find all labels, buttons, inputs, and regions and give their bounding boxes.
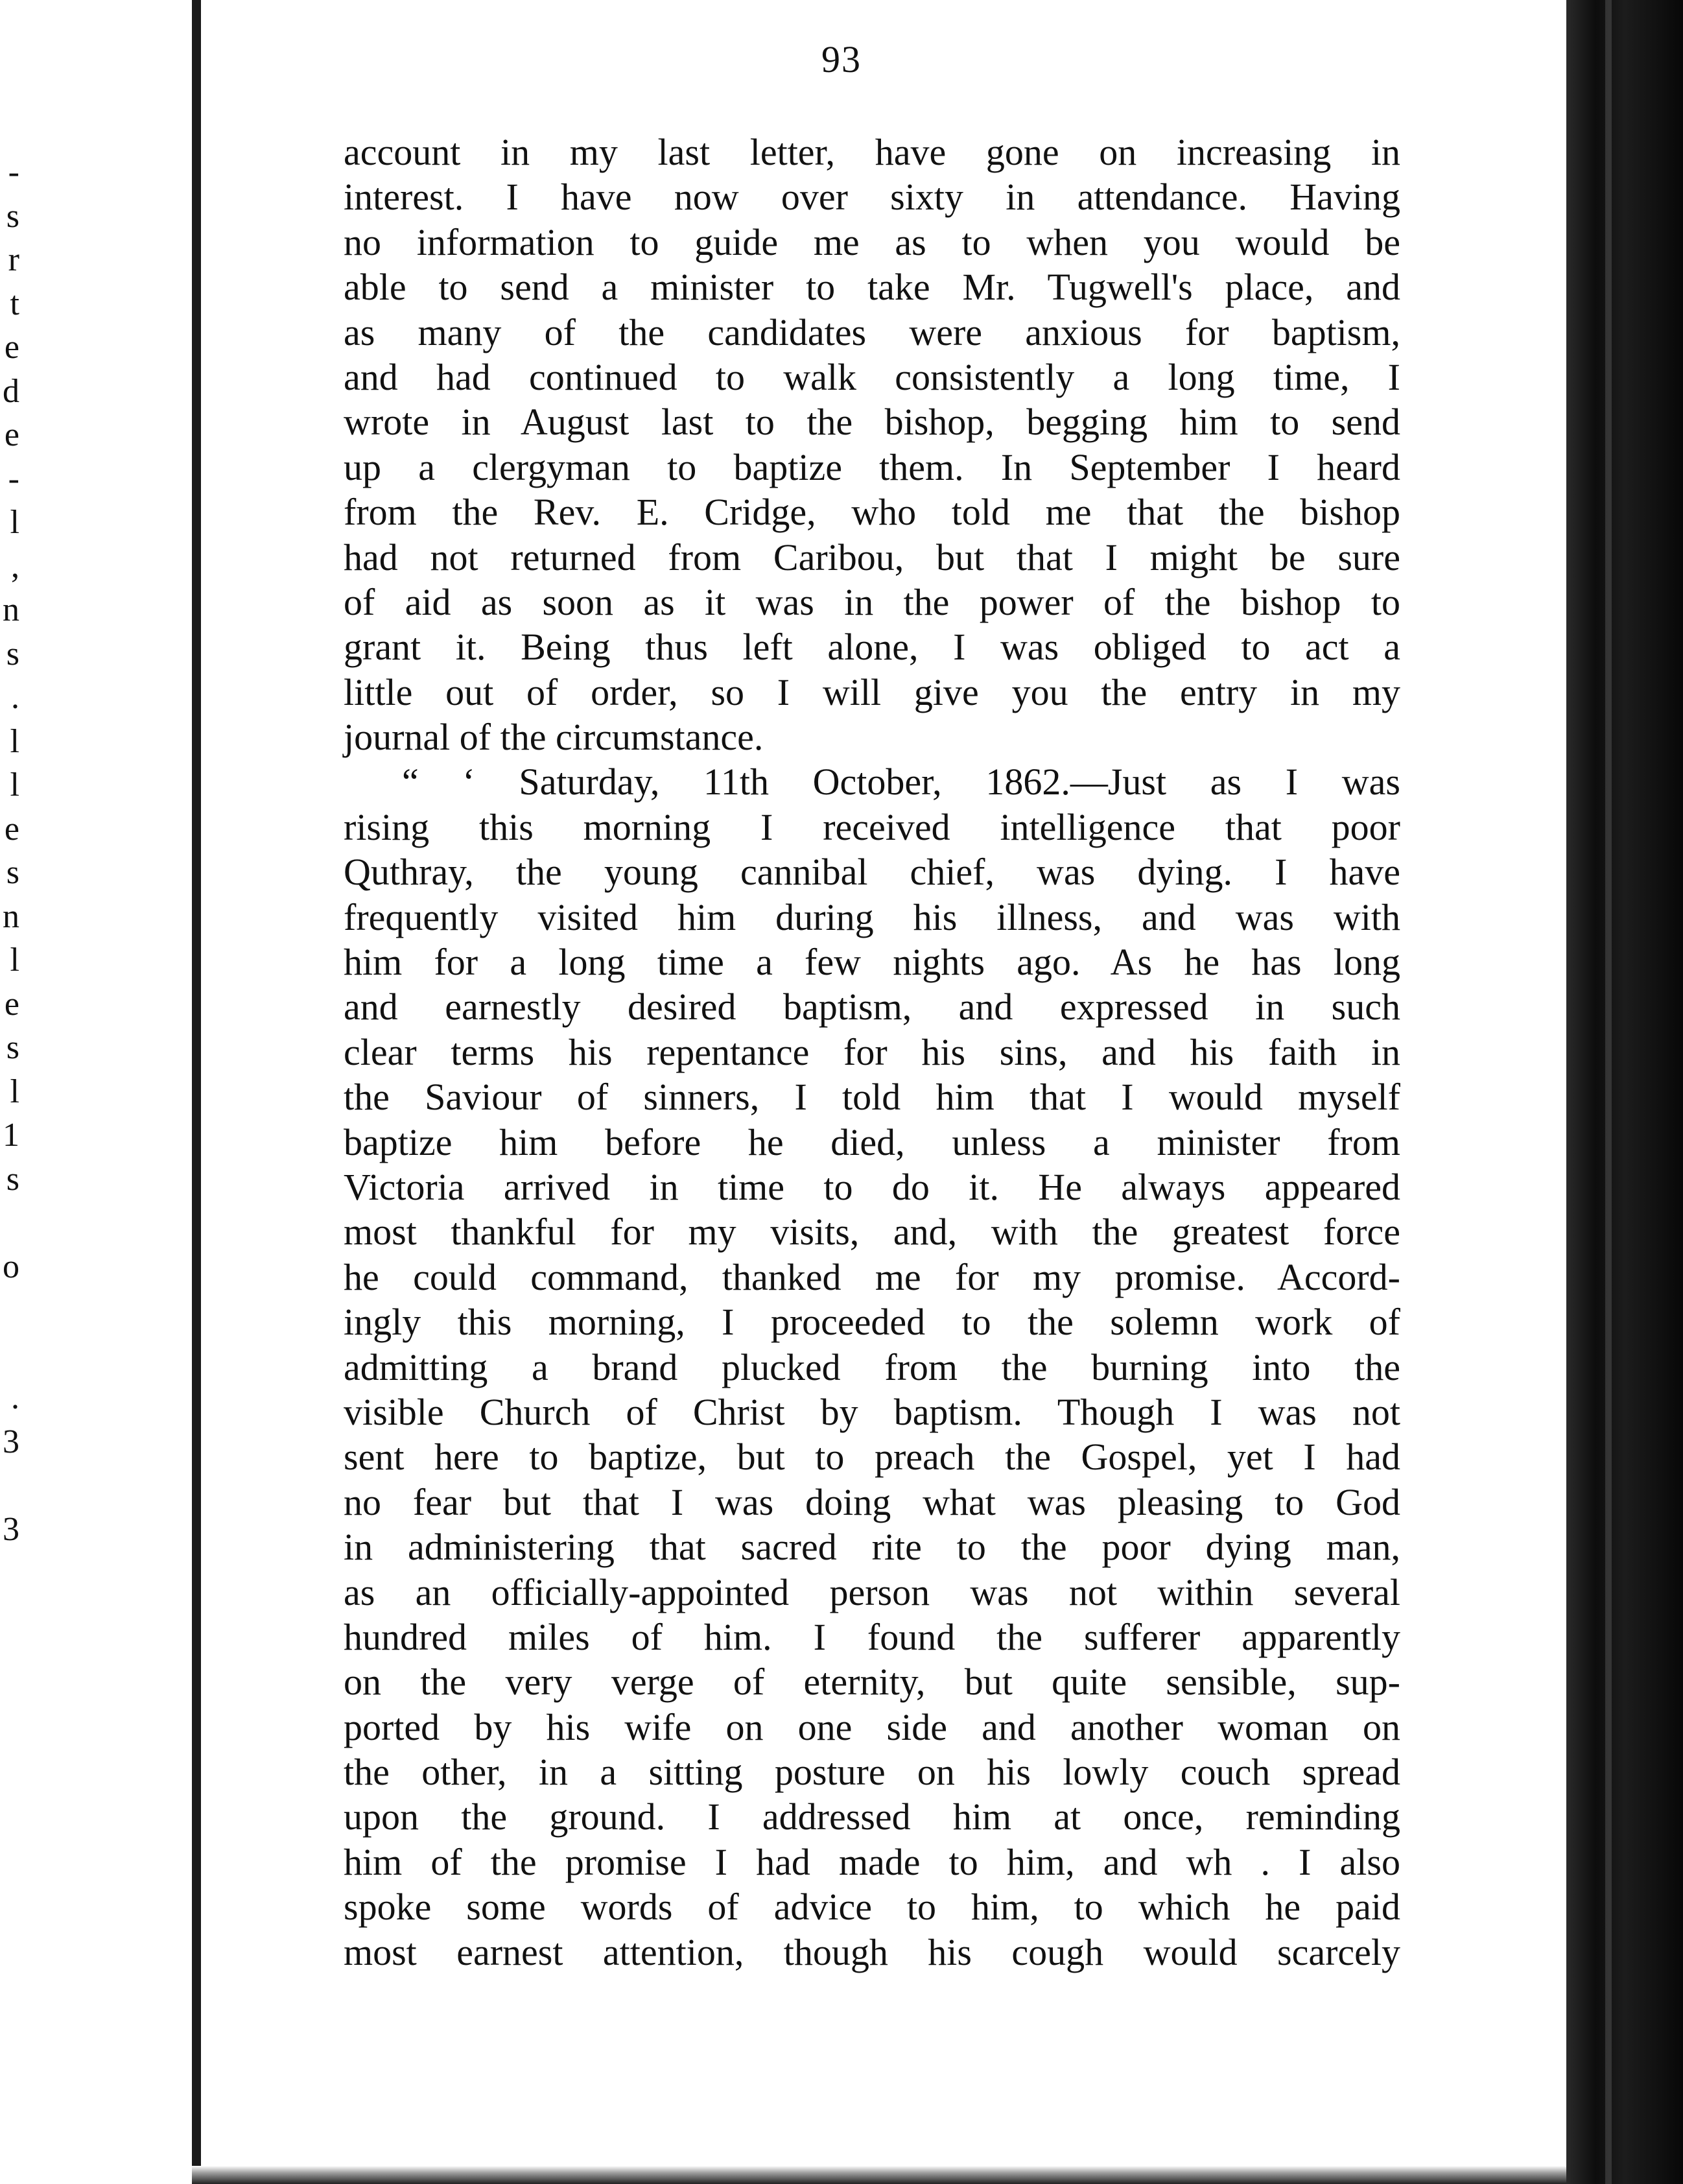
fragment-char: s bbox=[6, 1160, 19, 1198]
fragment-char: e bbox=[4, 810, 19, 848]
text-line: grant it. Being thus left alone, I was obliged to act a bbox=[344, 626, 1400, 669]
fragment-char: n bbox=[3, 591, 19, 628]
text-line: upon the ground. I addressed him at once, reminding bbox=[344, 1796, 1400, 1838]
fragment-char: . bbox=[11, 1379, 19, 1416]
page-number: 93 bbox=[821, 38, 862, 80]
text-line: baptize him before he died, unless a minister from bbox=[344, 1121, 1400, 1163]
fragment-char: 1 bbox=[3, 1117, 19, 1154]
fragment-char: 3 bbox=[3, 1423, 19, 1460]
page-gutter-line bbox=[192, 0, 201, 2184]
text-line: from the Rev. E. Cridge, who told me that the bishop bbox=[344, 491, 1400, 534]
fragment-char: l bbox=[10, 722, 19, 760]
previous-page-text-fragments bbox=[0, 150, 19, 1683]
fragment-char bbox=[0, 1333, 19, 1377]
text-line: on the very verge of eternity, but quite sensible, sup- bbox=[344, 1661, 1400, 1703]
text-line: Victoria arrived in time to do it. He always appeared bbox=[344, 1165, 1400, 1208]
fragment-char bbox=[0, 1551, 19, 1595]
text-line: rising this morning I received intelligence that poor bbox=[344, 805, 1400, 848]
text-line: little out of order, so I will give you the entry in my bbox=[344, 671, 1400, 713]
body-text bbox=[344, 130, 1400, 1975]
text-line: clear terms his repentance for his sins, and his faith in bbox=[344, 1030, 1400, 1073]
text-line: and had continued to walk consistently a long time, I bbox=[344, 355, 1400, 398]
text-line: of aid as soon as it was in the power of the bishop to bbox=[344, 580, 1400, 623]
bottom-page-shadow bbox=[192, 2166, 1566, 2184]
fragment-char: t bbox=[10, 285, 19, 322]
fragment-char: e bbox=[4, 416, 19, 453]
text-line: in administering that sacred rite to the poor dying man, bbox=[344, 1526, 1400, 1569]
previous-page-edge bbox=[0, 0, 201, 2184]
text-line: most earnest attention, though his cough would scarcely bbox=[344, 1930, 1400, 1973]
fragment-char: e bbox=[4, 985, 19, 1023]
fragment-char: , bbox=[11, 547, 19, 585]
text-line: journal of the circumstance. bbox=[344, 716, 764, 759]
text-line: the Saviour of sinners, I told him that I would myself bbox=[344, 1076, 1400, 1119]
fragment-char: r bbox=[8, 241, 19, 278]
page-edge-highlight bbox=[1605, 0, 1612, 2184]
text-line: the other, in a sitting posture on his lowly couch spread bbox=[344, 1751, 1400, 1794]
text-line: account in my last letter, have gone on increasing in bbox=[344, 131, 1400, 173]
fragment-char: . bbox=[11, 679, 19, 716]
fragment-char: s bbox=[6, 197, 19, 235]
text-line: frequently visited him during his illness, and was with bbox=[344, 896, 1400, 938]
text-line: ported by his wife on one side and another woman on bbox=[344, 1705, 1400, 1748]
fragment-char bbox=[0, 1639, 19, 1683]
text-line: as an officially-appointed person was not within several bbox=[344, 1571, 1400, 1613]
text-line: no fear but that I was doing what was pleasing to God bbox=[344, 1480, 1400, 1523]
text-line: up a clergyman to baptize them. In September I heard bbox=[344, 445, 1400, 488]
text-line: hundred miles of him. I found the sufferer apparently bbox=[344, 1615, 1400, 1658]
right-page-edge bbox=[1566, 0, 1683, 2184]
fragment-char: e bbox=[4, 329, 19, 366]
fragment-char: l bbox=[10, 942, 19, 979]
fragment-char bbox=[0, 1595, 19, 1639]
fragment-char: d bbox=[3, 372, 19, 410]
fragment-char: s bbox=[6, 1029, 19, 1066]
text-line: him for a long time a few nights ago. As he has long bbox=[344, 941, 1400, 984]
text-line: admitting a brand plucked from the burning into the bbox=[344, 1346, 1400, 1388]
text-line: him of the promise I had made to him, and wh . I also bbox=[344, 1840, 1400, 1883]
text-line: most thankful for my visits, and, with the greatest force bbox=[344, 1211, 1400, 1253]
text-line: spoke some words of advice to him, to which he paid bbox=[344, 1886, 1400, 1929]
fragment-char: l bbox=[10, 504, 19, 541]
text-line: visible Church of Christ by baptism. Though I was not bbox=[344, 1390, 1400, 1433]
fragment-char bbox=[0, 1288, 19, 1333]
text-line: Quthray, the young cannibal chief, was dying. I have bbox=[344, 851, 1400, 894]
fragment-char: s bbox=[6, 635, 19, 672]
text-line: and earnestly desired baptism, and expressed in such bbox=[344, 986, 1400, 1028]
text-line: interest. I have now over sixty in attendance. Having bbox=[344, 176, 1400, 219]
text-line: sent here to baptize, but to preach the Gospel, yet I had bbox=[344, 1436, 1400, 1478]
fragment-char: - bbox=[8, 154, 19, 191]
text-line: “ ‘ Saturday, 11th October, 1862.—Just as I was bbox=[402, 761, 1400, 803]
fragment-char: n bbox=[3, 897, 19, 935]
fragment-char: s bbox=[6, 854, 19, 891]
fragment-char: o bbox=[3, 1248, 19, 1285]
fragment-char bbox=[0, 1201, 19, 1245]
text-line: had not returned from Caribou, but that I might be sure bbox=[344, 536, 1400, 578]
text-line: as many of the candidates were anxious for baptism, bbox=[344, 311, 1400, 353]
text-line: able to send a minister to take Mr. Tugwell's place, and bbox=[344, 266, 1400, 309]
fragment-char: l bbox=[10, 1073, 19, 1110]
text-line: no information to guide me as to when you would be bbox=[344, 220, 1400, 263]
fragment-char: - bbox=[8, 460, 19, 497]
fragment-char bbox=[0, 1464, 19, 1508]
text-line: he could command, thanked me for my promise. Accord- bbox=[344, 1255, 1400, 1298]
text-line: ingly this morning, I proceeded to the solemn work of bbox=[344, 1301, 1400, 1344]
text-line: wrote in August last to the bishop, begging him to send bbox=[344, 401, 1400, 444]
fragment-char: l bbox=[10, 766, 19, 803]
fragment-char: 3 bbox=[3, 1510, 19, 1548]
